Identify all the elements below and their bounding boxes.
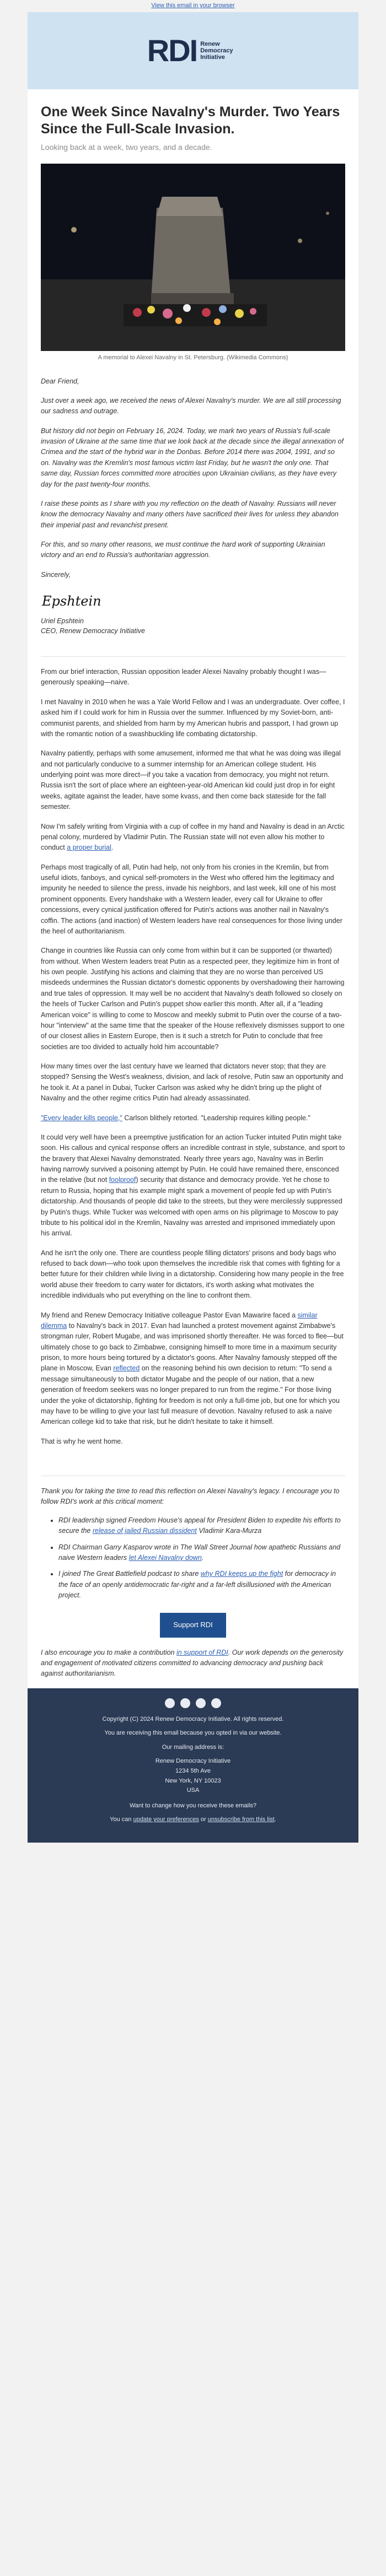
facebook-icon[interactable] bbox=[165, 1698, 175, 1708]
signature-graphic bbox=[41, 591, 107, 610]
text-run: My friend and Renew Democracy Initiative colleague Pastor Evan Mawarire faced a bbox=[41, 1311, 298, 1319]
letter-paragraph: But history did not begin on February 16, 2024. Today, we mark two years of Russia's full-scale invasion of Ukraine at the same time that we look back at the decade since the illegal annexation of Crimea and the start of the hybrid war in the Donbas. Before 2014 there was 2004, 1991, and so on. Navalny was the Kremlin's most famous victim last Friday, but he wasn't the only one. That same day, Russian forces committed more atrocities upon Ukrainian civilians, as they have every day for the past twenty-four months. bbox=[41, 426, 344, 488]
change-prompt: Want to change how you receive these emails? bbox=[129, 1802, 257, 1809]
text-run: It could very well have been a preemptive justification for an action Tucker intuited Putin might take soon. His callous and cynical response offers an incredible contrast in style, substance, and sport to the bravery that Alexei Navalny demonstrated. Nearly three years ago, Navalny was in Berlin having narrowly survived a poisoning attempt by Putin. He could have remained there, ensconced in the relative (but not bbox=[41, 1133, 345, 1184]
article-paragraph bbox=[41, 1310, 345, 1428]
hero bbox=[28, 89, 358, 157]
subheadline: Looking back at a week, two years, and a decade. bbox=[41, 142, 212, 152]
support-link[interactable]: in support of RDI bbox=[176, 1648, 228, 1656]
foolproof-link[interactable]: foolproof bbox=[109, 1176, 136, 1184]
top-bar bbox=[0, 0, 386, 12]
text-run: on the reasoning behind his own decision to return: "To send a message simultaneously to both dictator Mugabe and the people of our nation, that a new generation of freedom seekers was no longer prepared to run from the regime." For those living under the yoke of dictatorship, fighting for freedom is not only a full-time job, but one for which you may have to be willing to give your last full measure of devotion. Navalny refused to ask a naive American college kid to take that risk, but he didn't hesitate to take it himself. bbox=[41, 1364, 340, 1426]
every-leader-kills-link[interactable]: "Every leader kills people," bbox=[41, 1114, 122, 1122]
article-paragraph: From our brief interaction, Russian opposition leader Alexei Navalny probably thought I was—generously speaking—naive. bbox=[41, 668, 326, 687]
twitter-icon[interactable] bbox=[180, 1698, 190, 1708]
release-link[interactable]: release of jailed Russian dissident bbox=[92, 1527, 197, 1535]
website-icon[interactable] bbox=[211, 1698, 221, 1708]
memorial-illustration bbox=[41, 164, 345, 351]
similar-dilemma-link[interactable]: similar dilemma bbox=[41, 1311, 318, 1330]
letter-paragraph: Just over a week ago, we received the news of Alexei Navalny's murder. We are all still processing our sadness and outrage. bbox=[41, 396, 341, 415]
support-rdi-button[interactable]: Support RDI bbox=[160, 1613, 226, 1637]
list-item bbox=[58, 1515, 345, 1537]
instagram-icon[interactable] bbox=[196, 1698, 206, 1708]
address-country: USA bbox=[186, 1787, 200, 1794]
update-preferences-link[interactable]: update your preferences bbox=[133, 1816, 199, 1823]
letter-greeting: Dear Friend, bbox=[41, 377, 79, 385]
article-paragraph: Change in countries like Russia can only come from within but it can be supported (or thwarted) from without. When Western leaders treat Putin as a respected peer, they legitimize him in front of his own people. Justifying his actions and claiming that they are no worse than perceived US misdeeds undermines the Russian dictator's domestic opponents by overshadowing their harrowing and true tales of oppression. It may well be no accident that Navalny's death followed so closely on the heels of Tucker Carlson and Putin's puppet show earlier this month. After all, if a "leading American voice" is willing to come to Moscow and meekly submit to Putin over the course of a two-hour "interview" at the same time that the speaker of the House reflexively dismisses support to one of our closest allies in Eastern Europe, then is it such a stretch for Putin to conclude that free societies are too divided to actually hold him accountable? bbox=[41, 947, 345, 1051]
address-org: Renew Democracy Initiative bbox=[155, 1758, 231, 1765]
text-run: I also encourage you to make a contribution bbox=[41, 1648, 176, 1656]
text-run: RDI Chairman Garry Kasparov wrote in The Wall Street Journal how apathetic Russians and naive Western leaders bbox=[58, 1543, 341, 1562]
text-run: ) security that distance and democracy provide. Yet he chose to return to Russia, hoping that his example might spark a movement of people fed up with Putin's dictatorship. And thousands of people did take to the streets, but they were mercilessly suppressed by Putin's thugs. While Tucker was welcomed with open arms on his pilgrimage to Moscow to pay tribute to his political idol in the Kremlin, Navalny was arrested and imprisoned immediately upon his arrival. bbox=[41, 1176, 342, 1238]
memorial-photo bbox=[41, 164, 345, 351]
reflected-link[interactable]: reflected bbox=[113, 1364, 140, 1373]
text-run: Now I'm safely writing from Virginia with a cup of coffee in my hand and Navalny is dead in an Arctic penal colony, murdered by Vladimir Putin. The Russian state will not even allow his mother to conduct bbox=[41, 822, 345, 852]
social-icons bbox=[41, 1698, 345, 1708]
address-street: 1234 5th Ave bbox=[175, 1768, 211, 1775]
view-in-browser-link[interactable]: View this email in your browser bbox=[151, 2, 235, 9]
signer-name: Uriel Epshtein bbox=[41, 617, 84, 625]
text-run: . bbox=[201, 1553, 204, 1562]
closing-intro: Thank you for taking the time to read this reflection on Alexei Navalny's legacy. I encourage you to follow RDI's work at this critical moment: bbox=[41, 1487, 340, 1506]
mailing-address bbox=[41, 1757, 345, 1795]
opt-in-reason: You are receiving this email because you opted in via our website. bbox=[104, 1730, 282, 1737]
signer-role: CEO, Renew Democracy Initiative bbox=[41, 627, 145, 635]
text-run: . Our work depends on the generosity and engagement of motivated citizens committed to advancing democracy and pushing back against authoritarianism. bbox=[41, 1648, 344, 1678]
article-paragraph bbox=[41, 1113, 345, 1124]
contribution-paragraph bbox=[41, 1648, 345, 1679]
text-run: for democracy in the face of an openly antidemocratic far-right and a far-left disillusioned with the American project. bbox=[58, 1570, 336, 1599]
text-run: . bbox=[111, 844, 114, 852]
photo-caption: A memorial to Alexei Navalny in St. Petersburg. (Wikimedia Commons) bbox=[98, 354, 288, 361]
text-run: I joined The Great Battlefield podcast to share bbox=[58, 1570, 201, 1578]
address-city: New York, NY 10023 bbox=[165, 1777, 221, 1784]
text-run: . bbox=[274, 1816, 276, 1823]
article-paragraph: Navalny patiently, perhaps with some amusement, informed me that what he was doing was illegal and not particularly conducive to a summer internship for an American college student. His underlying point was more direct—if you take a vacation from democracy, you might not return. Russia isn't the sort of place where an eighteen-year-old American kid could just drop in for eight weeks, agitate against the leader, have some kvass, and then come back stateside for the fall semester. bbox=[41, 749, 341, 811]
text-run: RDI leadership signed Freedom House's appeal for President Biden to expedite his efforts to secure the bbox=[58, 1516, 341, 1535]
photo-section bbox=[28, 157, 358, 366]
article-paragraph: How many times over the last century have we learned that dictators never stop; that they are stopped? Sensing the West's weakness, division, and lack of resolve, Putin saw an opportunity and he took it. At a panel in Dubai, Tucker Carlson was asked why he didn't bring up the plight of Navalny and the other regime critics Putin had already assassinated. bbox=[41, 1062, 344, 1103]
article-paragraph bbox=[41, 822, 345, 854]
letter-paragraph: I raise these points as I share with you my reflection on the death of Navalny. Russians will never know the democracy Navalny and many others have sacrificed their lives for unless they abandon their imperial past and revanchist present. bbox=[41, 499, 339, 529]
signature bbox=[41, 589, 345, 615]
closing-section bbox=[28, 1476, 358, 1688]
logo-text: Renew Democracy Initiative bbox=[200, 40, 233, 61]
address-label: Our mailing address is: bbox=[162, 1743, 224, 1751]
preferences-line bbox=[41, 1815, 345, 1825]
reflection-article bbox=[28, 657, 358, 1466]
text-run: Carlson blithely retorted. "Leadership requires killing people." bbox=[122, 1114, 310, 1122]
button-wrap bbox=[41, 1608, 345, 1647]
copyright: Copyright (C) 2024 Renew Democracy Initiative. All rights reserved. bbox=[102, 1715, 284, 1722]
letter-closing: Sincerely, bbox=[41, 570, 71, 579]
logo-mark: RDI bbox=[147, 33, 197, 68]
action-list bbox=[58, 1515, 345, 1601]
article-paragraph: And he isn't the only one. There are countless people filling dictators' prisons and body bags who refused to back down—who took upon themselves the incredible risk that comes with fighting for a better future for their children while living in a dictatorship. Considering how many people in the free world abuse their freedom to carry water for dictators, it's worth asking what motivates the incredible individuals who put everything on the line to confront them. bbox=[41, 1249, 344, 1300]
ceo-letter bbox=[28, 366, 358, 647]
list-item bbox=[58, 1542, 345, 1564]
proper-burial-link[interactable]: a proper burial bbox=[67, 844, 111, 852]
text-run: You can bbox=[110, 1816, 133, 1823]
email-card bbox=[28, 12, 358, 1843]
letter-paragraph: For this, and so many other reasons, we must continue the hard work of supporting Ukrainian victory and an end to Russia's authoritarian aggression. bbox=[41, 541, 325, 559]
text-run: Vladimir Kara-Murza bbox=[196, 1527, 262, 1535]
article-paragraph: That is why he went home. bbox=[41, 1437, 123, 1445]
list-item bbox=[58, 1569, 345, 1601]
headline: One Week Since Navalny's Murder. Two Years Since the Full-Scale Invasion. bbox=[41, 104, 340, 137]
footer bbox=[28, 1688, 358, 1843]
unsubscribe-link[interactable]: unsubscribe from this list bbox=[207, 1816, 275, 1823]
article-paragraph: I met Navalny in 2010 when he was a Yale World Fellow and I was an undergraduate. Over coffee, I asked him if I could work for him in Russia over the summer. Influenced by my Soviet-born, anti-communist parents, and shielded from harm by my American hubris and passport, I had grown up with the romantic notion of a swashbuckling life combating dictatorship. bbox=[41, 698, 345, 738]
rdi-logo[interactable] bbox=[147, 35, 239, 66]
let-down-link[interactable]: let Alexei Navalny down bbox=[128, 1553, 202, 1562]
podcast-link[interactable]: why RDI keeps up the fight bbox=[200, 1570, 283, 1578]
logo-band bbox=[28, 12, 358, 89]
signature-text: Epshtein bbox=[42, 593, 101, 609]
text-run: to Navalny's back in 2017. Evan had launched a protest movement against Zimbabwe's strongman ruler, Robert Mugabe, and was imprisoned shortly thereafter. He was forced to flee—but ultimately chose to go back to Zimbabwe, consigning himself to more time in a maximum security prison, to more hours being tortured by a dictator's goons. After Navalny famously stepped off the plane in Moscow, Evan bbox=[41, 1321, 344, 1373]
article-paragraph: Perhaps most tragically of all, Putin had help, not only from his cronies in the Kremlin, but from useful idiots, fanboys, and cynical self-promoters in the West who offered him the legitimacy and impunity he needed to silence the press, invade his neighbors, and last week, kill one of his most prominent opponents. Every handshake with a Western leader, every call for Ukraine to offer concessions, every cynical justification offered for Putin's actions was another nail in Navalny's coffin. The actions (and inaction) of Western leaders have real consequences for those living under the heel of authoritarianism. bbox=[41, 863, 342, 935]
text-run: or bbox=[199, 1816, 208, 1823]
article-paragraph bbox=[41, 1132, 345, 1239]
